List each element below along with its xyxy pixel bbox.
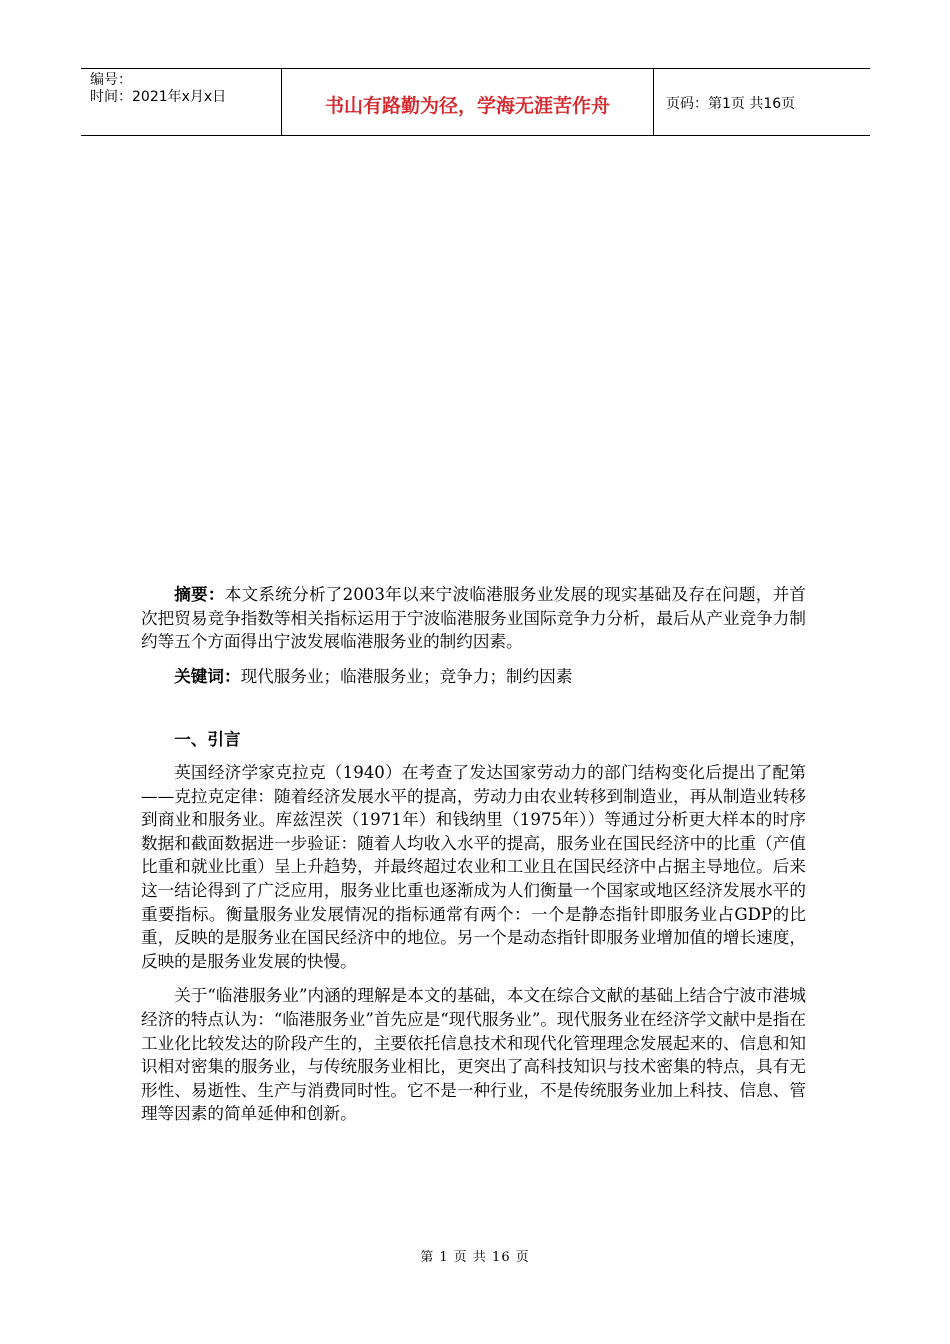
header-page-info: 页码：第1页 共16页 bbox=[666, 96, 796, 112]
abstract-paragraph bbox=[141, 583, 806, 654]
keywords-text: 现代服务业；临港服务业；竞争力；制约因素 bbox=[240, 666, 573, 686]
abstract-text: 本文系统分析了2003年以来宁波临港服务业发展的现实基础及存在问题，并首次把贸易竞争指数等相关指标运用于宁波临港服务业国际竞争力分析，最后从产业竞争力制约等五个方面得出宁波发展临港服务业的制约因素。 bbox=[141, 585, 807, 652]
intro-paragraph-2: 关于“临港服务业”内涵的理解是本文的基础，本文在综合文献的基础上结合宁波市港城经济的特点认为：“临港服务业”首先应是“现代服务业”。现代服务业在经济学文献中是指在工业化比较发达的阶段产生的，主要依托信息技术和现代化管理理念发展起来的、信息和知识相对密集的服务业，与传统服务业相比，更突出了高科技知识与技术密集的特点，具有无形性、易逝性、生产与消费同时性。它不是一种行业，不是传统服务业加上科技、信息、管理等因素的简单延伸和创新。 bbox=[141, 986, 806, 1124]
section-heading-introduction: 一、引言 bbox=[174, 730, 241, 750]
keywords-label: 关键词： bbox=[174, 666, 241, 686]
footer-page-number: 第 1 页 共 16 页 bbox=[420, 1250, 530, 1265]
header-motto: 书山有路勤为径，学海无涯苦作舟 bbox=[282, 69, 654, 135]
document-header-table bbox=[81, 68, 870, 136]
abstract-label: 摘要： bbox=[174, 585, 225, 604]
document-body bbox=[141, 583, 806, 1126]
header-left-cell bbox=[81, 69, 282, 135]
intro-paragraph-1: 英国经济学家克拉克（1940）在考查了发达国家劳动力的部门结构变化后提出了配第——克拉克定律：随着经济发展水平的提高，劳动力由农业转移到制造业，再从制造业转移到商业和服务业。库兹涅茨（1971年）和钱纳里（1975年））等通过分析更大样本的时序数据和截面数据进一步验证：随着人均收入水平的提高，服务业在国民经济中的比重（产值比重和就业比重）呈上升趋势，并最终超过农业和工业且在国民经济中占据主导地位。后来这一结论得到了广泛应用，服务业比重也逐渐成为人们衡量一个国家或地区经济发展水平的重要指标。衡量服务业发展情况的指标通常有两个：一个是静态指针即服务业占GDP的比重，反映的是服务业在国民经济中的地位。另一个是动态指针即服务业增加值的增长速度，反映的是服务业发展的快慢。 bbox=[141, 762, 806, 971]
header-time-label: 时间：2021年x月x日 bbox=[90, 89, 227, 105]
page-footer bbox=[0, 1246, 950, 1265]
keywords-paragraph bbox=[141, 665, 806, 689]
header-number-label: 编号： bbox=[90, 72, 132, 88]
